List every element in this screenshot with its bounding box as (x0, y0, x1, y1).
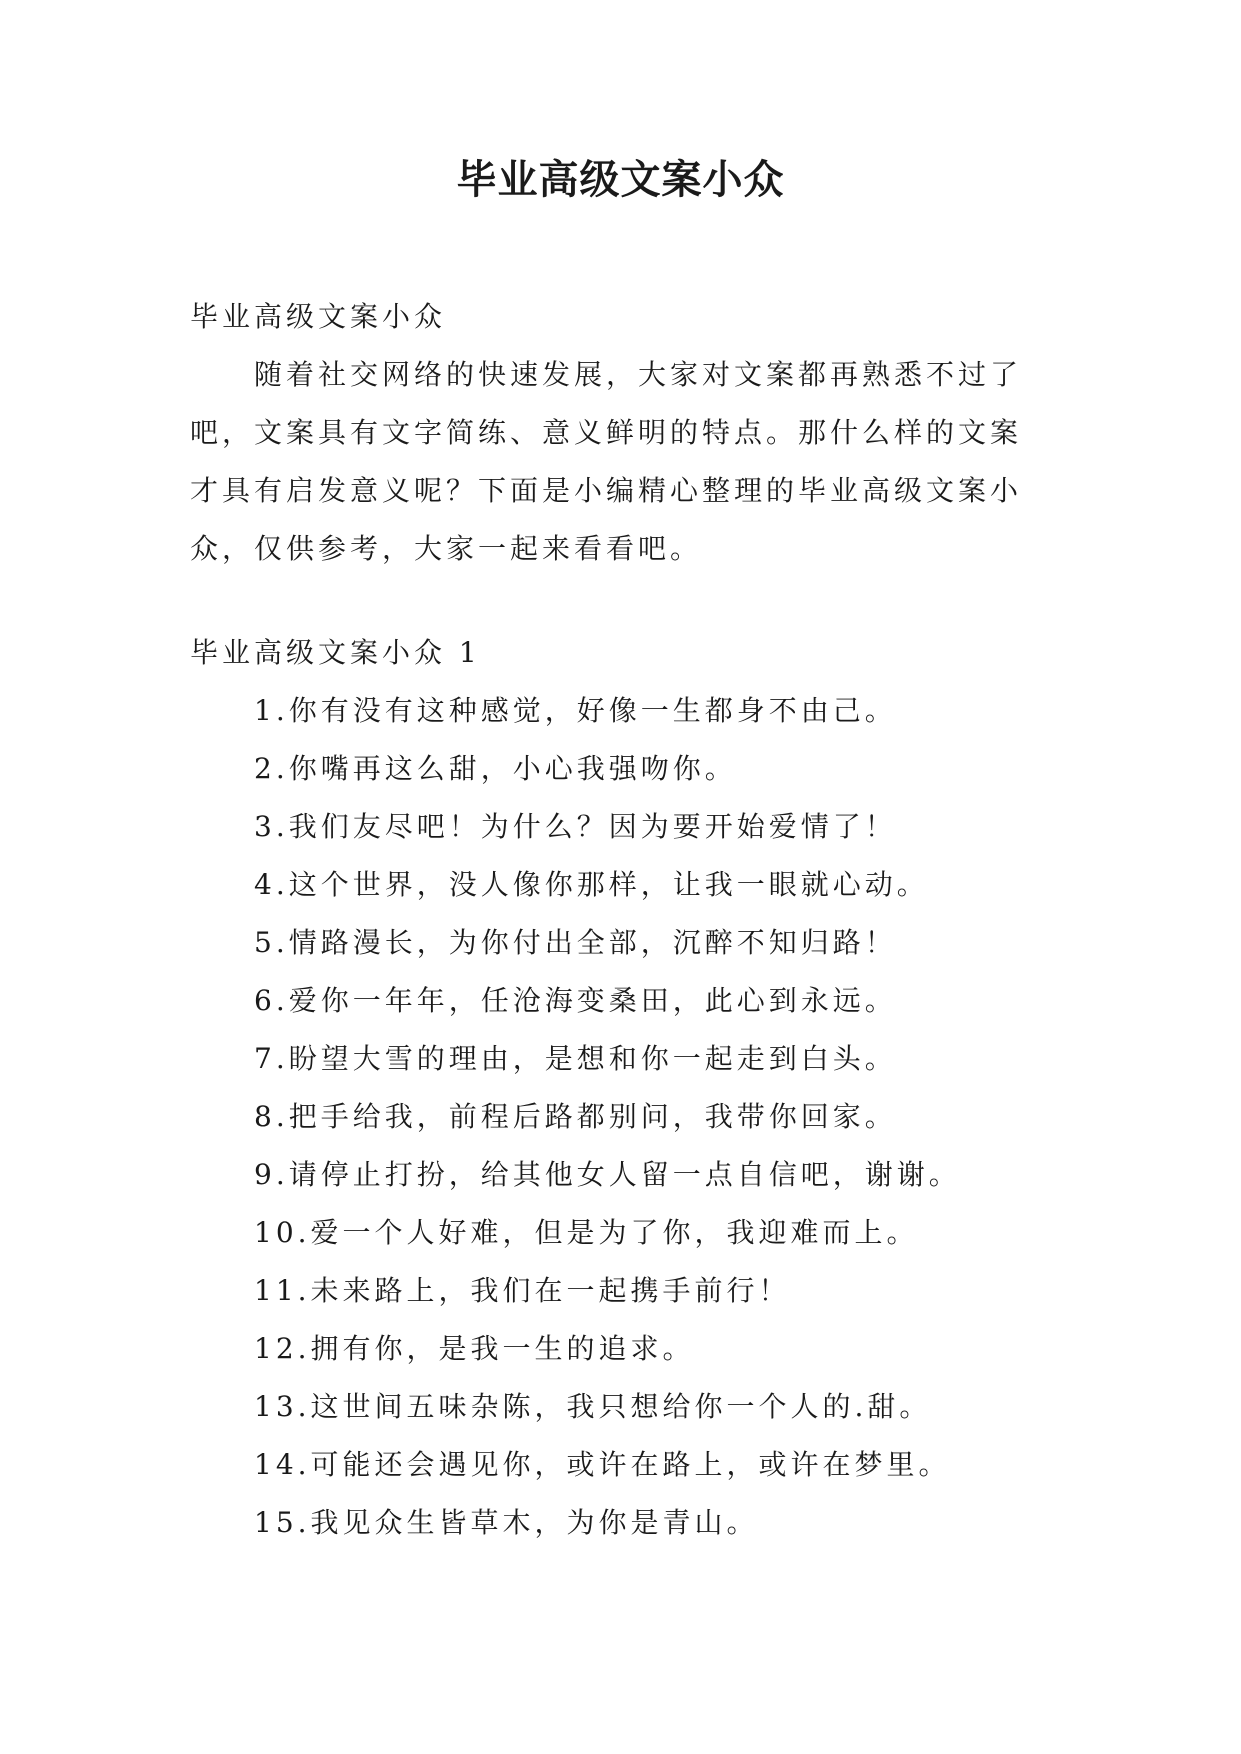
paragraph-spacer (190, 578, 1050, 624)
list-item: 15.我见众生皆草木，为你是青山。 (254, 1506, 759, 1539)
list-item: 8.把手给我，前程后路都别问，我带你回家。 (254, 1100, 897, 1133)
list-item: 9.请停止打扮，给其他女人留一点自信吧，谢谢。 (254, 1158, 961, 1191)
list-item: 4.这个世界，没人像你那样，让我一眼就心动。 (254, 868, 929, 901)
list-item: 3.我们友尽吧！为什么？因为要开始爱情了！ (254, 810, 897, 843)
list-item: 11.未来路上，我们在一起携手前行！ (254, 1274, 791, 1307)
list-item: 13.这世间五味杂陈，我只想给你一个人的.甜。 (254, 1390, 932, 1423)
document-title: 毕业高级文案小众 (456, 157, 785, 203)
list-item: 10.爱一个人好难，但是为了你，我迎难而上。 (254, 1216, 919, 1249)
list-item: 1.你有没有这种感觉，好像一生都身不由己。 (254, 694, 897, 727)
list-item: 5.情路漫长，为你付出全部，沉醉不知归路！ (254, 926, 897, 959)
list-item: 6.爱你一年年，任沧海变桑田，此心到永远。 (254, 984, 897, 1017)
list-item: 7.盼望大雪的理由，是想和你一起走到白头。 (254, 1042, 897, 1075)
list-item: 2.你嘴再这么甜，小心我强吻你。 (254, 752, 737, 785)
list-item: 12.拥有你，是我一生的追求。 (254, 1332, 695, 1365)
intro-paragraph: 随着社交网络的快速发展，大家对文案都再熟悉不过了吧，文案具有文字简练、意义鲜明的特点。那什么样的文案才具有启发意义呢？下面是小编精心整理的毕业高级文案小众，仅供参考，大家一起来看看吧。 (190, 358, 1023, 565)
article-heading: 毕业高级文案小众 (190, 300, 447, 333)
section-title: 毕业高级文案小众 1 (190, 636, 481, 669)
document-body (190, 288, 1050, 1552)
list-item: 14.可能还会遇见你，或许在路上，或许在梦里。 (254, 1448, 951, 1481)
